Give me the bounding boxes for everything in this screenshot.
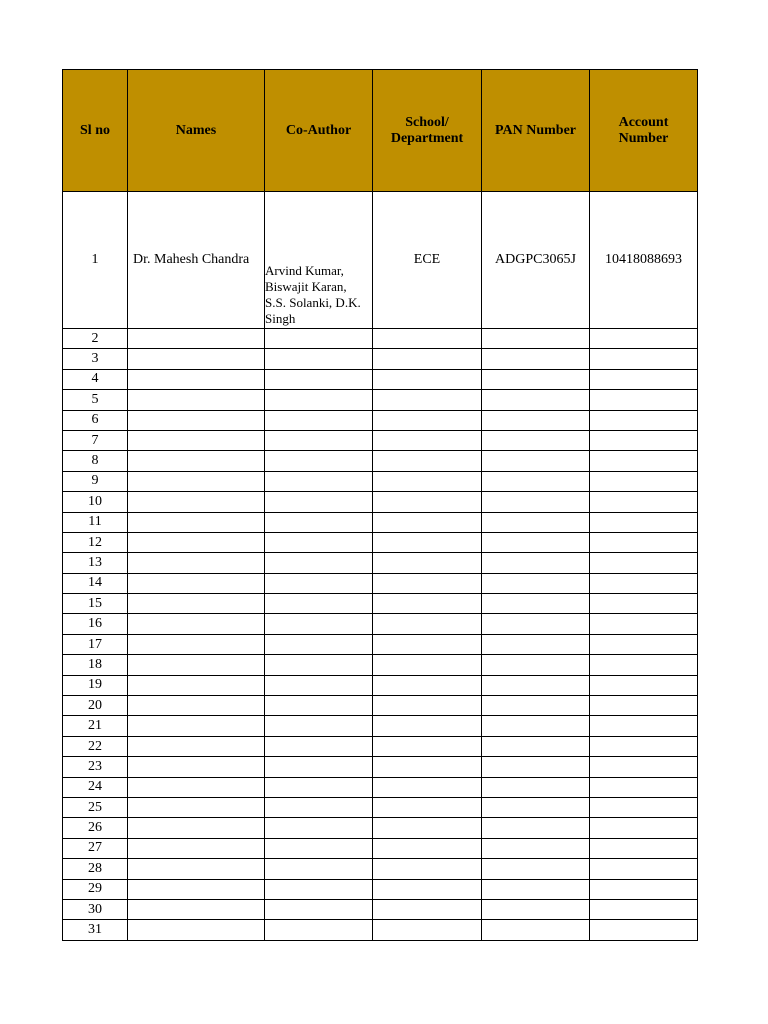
cell-sl-no: 22 (63, 736, 128, 756)
table-row (63, 655, 698, 675)
cell-sl-no: 27 (63, 838, 128, 858)
cell-sl-no: 20 (63, 696, 128, 716)
table-row (63, 899, 698, 919)
cell-pan (482, 920, 590, 940)
cell-co-author (265, 451, 373, 471)
cell-name (128, 736, 265, 756)
cell-co-author (265, 329, 373, 349)
cell-co-author (265, 899, 373, 919)
cell-name (128, 797, 265, 817)
cell-account (590, 716, 698, 736)
cell-name (128, 390, 265, 410)
table-row (63, 675, 698, 695)
table-row (63, 736, 698, 756)
cell-sl-no: 8 (63, 451, 128, 471)
cell-school (373, 838, 482, 858)
cell-account (590, 696, 698, 716)
cell-pan (482, 838, 590, 858)
cell-name (128, 838, 265, 858)
cell-name (128, 879, 265, 899)
table-row (63, 369, 698, 389)
cell-sl-no: 24 (63, 777, 128, 797)
cell-sl-no: 28 (63, 859, 128, 879)
cell-school (373, 451, 482, 471)
cell-pan (482, 410, 590, 430)
cell-pan (482, 777, 590, 797)
cell-name (128, 492, 265, 512)
cell-account (590, 471, 698, 491)
cell-co-author (265, 818, 373, 838)
cell-co-author (265, 390, 373, 410)
cell-co-author (265, 492, 373, 512)
cell-account (590, 797, 698, 817)
header-row (63, 70, 698, 192)
cell-school (373, 920, 482, 940)
cell-school (373, 614, 482, 634)
table-row (63, 553, 698, 573)
cell-account (590, 614, 698, 634)
cell-school (373, 471, 482, 491)
cell-name (128, 675, 265, 695)
cell-account (590, 349, 698, 369)
header-account-line2: Number (618, 130, 669, 146)
cell-sl-no: 11 (63, 512, 128, 532)
cell-name (128, 859, 265, 879)
table-row (63, 859, 698, 879)
cell-pan (482, 818, 590, 838)
cell-name (128, 471, 265, 491)
cell-co-author (265, 553, 373, 573)
cell-pan (482, 736, 590, 756)
cell-name (128, 451, 265, 471)
cell-pan (482, 329, 590, 349)
cell-pan (482, 349, 590, 369)
cell-name (128, 777, 265, 797)
cell-school (373, 655, 482, 675)
cell-pan (482, 430, 590, 450)
co-author-line: S.S. Solanki, D.K. (265, 295, 361, 310)
cell-pan (482, 716, 590, 736)
cell-pan (482, 471, 590, 491)
cell-name (128, 553, 265, 573)
cell-co-author (265, 716, 373, 736)
cell-co-author (265, 655, 373, 675)
header-names: Names (128, 70, 265, 192)
cell-name (128, 920, 265, 940)
cell-sl-no: 10 (63, 492, 128, 512)
cell-sl-no: 30 (63, 899, 128, 919)
cell-pan (482, 369, 590, 389)
cell-school (373, 369, 482, 389)
cell-pan (482, 757, 590, 777)
table-row (63, 879, 698, 899)
cell-sl-no: 31 (63, 920, 128, 940)
cell-co-author (265, 696, 373, 716)
cell-account (590, 329, 698, 349)
cell-school (373, 532, 482, 552)
cell-school (373, 757, 482, 777)
table-row (63, 492, 698, 512)
cell-name (128, 410, 265, 430)
cell-sl-no: 13 (63, 553, 128, 573)
cell-co-author (265, 838, 373, 858)
cell-sl-no: 29 (63, 879, 128, 899)
cell-account (590, 899, 698, 919)
cell-sl-no: 3 (63, 349, 128, 369)
cell-account: 10418088693 (590, 192, 698, 329)
cell-sl-no: 16 (63, 614, 128, 634)
cell-school (373, 859, 482, 879)
table-row (63, 390, 698, 410)
cell-account (590, 757, 698, 777)
cell-name (128, 655, 265, 675)
co-author-line: Singh (265, 311, 296, 326)
cell-sl-no: 19 (63, 675, 128, 695)
cell-school (373, 329, 482, 349)
cell-pan (482, 594, 590, 614)
cell-pan (482, 512, 590, 532)
table-row (63, 532, 698, 552)
cell-co-author (265, 920, 373, 940)
cell-account (590, 512, 698, 532)
table-row (63, 614, 698, 634)
cell-co-author (265, 532, 373, 552)
cell-name (128, 369, 265, 389)
cell-pan (482, 899, 590, 919)
table-row (63, 838, 698, 858)
table-row (63, 716, 698, 736)
cell-account (590, 736, 698, 756)
cell-pan (482, 553, 590, 573)
cell-school (373, 899, 482, 919)
cell-co-author (265, 573, 373, 593)
cell-name (128, 573, 265, 593)
cell-school (373, 512, 482, 532)
cell-school (373, 797, 482, 817)
cell-school (373, 410, 482, 430)
cell-school (373, 736, 482, 756)
cell-school (373, 492, 482, 512)
cell-account (590, 573, 698, 593)
cell-account (590, 838, 698, 858)
cell-name (128, 614, 265, 634)
cell-sl-no: 5 (63, 390, 128, 410)
cell-pan (482, 879, 590, 899)
cell-name (128, 512, 265, 532)
cell-account (590, 532, 698, 552)
table-row (63, 349, 698, 369)
cell-name (128, 818, 265, 838)
cell-name (128, 634, 265, 654)
table-row (63, 451, 698, 471)
cell-school: ECE (373, 192, 482, 329)
header-sl-no: Sl no (63, 70, 128, 192)
cell-co-author (265, 777, 373, 797)
cell-school (373, 573, 482, 593)
cell-account (590, 492, 698, 512)
cell-school (373, 716, 482, 736)
cell-pan (482, 573, 590, 593)
cell-sl-no: 15 (63, 594, 128, 614)
cell-co-author (265, 757, 373, 777)
cell-school (373, 777, 482, 797)
cell-account (590, 879, 698, 899)
cell-school (373, 696, 482, 716)
cell-co-author (265, 349, 373, 369)
cell-account (590, 553, 698, 573)
table-row (63, 797, 698, 817)
table-row (63, 573, 698, 593)
author-table (62, 69, 698, 941)
header-account-number (590, 70, 698, 192)
cell-sl-no: 26 (63, 818, 128, 838)
cell-co-author (265, 471, 373, 491)
cell-school (373, 818, 482, 838)
table-row (63, 329, 698, 349)
cell-school (373, 675, 482, 695)
cell-co-author (265, 736, 373, 756)
cell-name (128, 329, 265, 349)
cell-account (590, 655, 698, 675)
header-school-department (373, 70, 482, 192)
header-school-line2: Department (390, 130, 464, 146)
cell-sl-no: 1 (63, 192, 128, 329)
table-row (63, 594, 698, 614)
cell-sl-no: 12 (63, 532, 128, 552)
cell-pan: ADGPC3065J (482, 192, 590, 329)
cell-co-author (265, 192, 373, 329)
cell-co-author (265, 614, 373, 634)
cell-co-author (265, 410, 373, 430)
header-pan-number: PAN Number (482, 70, 590, 192)
co-author-line: Biswajit Karan, (265, 279, 347, 294)
cell-account (590, 369, 698, 389)
cell-co-author (265, 512, 373, 532)
cell-school (373, 553, 482, 573)
cell-name (128, 716, 265, 736)
cell-account (590, 410, 698, 430)
cell-sl-no: 23 (63, 757, 128, 777)
table-row (63, 192, 698, 329)
cell-co-author (265, 859, 373, 879)
cell-name (128, 594, 265, 614)
cell-sl-no: 25 (63, 797, 128, 817)
cell-sl-no: 9 (63, 471, 128, 491)
cell-sl-no: 7 (63, 430, 128, 450)
cell-school (373, 349, 482, 369)
table-row (63, 696, 698, 716)
cell-pan (482, 614, 590, 634)
cell-name (128, 757, 265, 777)
co-author-line: Arvind Kumar, (265, 263, 344, 278)
cell-sl-no: 4 (63, 369, 128, 389)
cell-pan (482, 797, 590, 817)
cell-co-author (265, 369, 373, 389)
table-row (63, 471, 698, 491)
cell-name (128, 430, 265, 450)
cell-sl-no: 6 (63, 410, 128, 430)
table-row (63, 410, 698, 430)
table-row (63, 634, 698, 654)
cell-name (128, 899, 265, 919)
cell-account (590, 594, 698, 614)
cell-account (590, 859, 698, 879)
cell-school (373, 390, 482, 410)
cell-name (128, 349, 265, 369)
cell-account (590, 634, 698, 654)
cell-account (590, 451, 698, 471)
cell-pan (482, 675, 590, 695)
cell-co-author (265, 430, 373, 450)
table-row (63, 430, 698, 450)
table-row (63, 512, 698, 532)
cell-pan (482, 859, 590, 879)
cell-pan (482, 634, 590, 654)
cell-name (128, 696, 265, 716)
table-body (63, 192, 698, 941)
cell-account (590, 920, 698, 940)
header-account-line1: Account (618, 114, 669, 130)
cell-co-author (265, 634, 373, 654)
cell-pan (482, 655, 590, 675)
cell-account (590, 818, 698, 838)
cell-sl-no: 21 (63, 716, 128, 736)
header-co-author: Co-Author (265, 70, 373, 192)
cell-sl-no: 2 (63, 329, 128, 349)
table-row (63, 818, 698, 838)
cell-school (373, 430, 482, 450)
cell-sl-no: 18 (63, 655, 128, 675)
cell-school (373, 634, 482, 654)
cell-account (590, 430, 698, 450)
cell-co-author (265, 879, 373, 899)
cell-school (373, 594, 482, 614)
cell-account (590, 675, 698, 695)
cell-account (590, 777, 698, 797)
cell-sl-no: 17 (63, 634, 128, 654)
table-row (63, 920, 698, 940)
cell-school (373, 879, 482, 899)
cell-co-author (265, 797, 373, 817)
cell-pan (482, 532, 590, 552)
table-row (63, 777, 698, 797)
header-school-line1: School/ (405, 114, 449, 130)
cell-account (590, 390, 698, 410)
cell-pan (482, 696, 590, 716)
cell-sl-no: 14 (63, 573, 128, 593)
cell-pan (482, 390, 590, 410)
cell-co-author (265, 675, 373, 695)
cell-pan (482, 451, 590, 471)
cell-pan (482, 492, 590, 512)
table-row (63, 757, 698, 777)
cell-name (128, 532, 265, 552)
cell-name: Dr. Mahesh Chandra (128, 192, 265, 329)
cell-co-author (265, 594, 373, 614)
